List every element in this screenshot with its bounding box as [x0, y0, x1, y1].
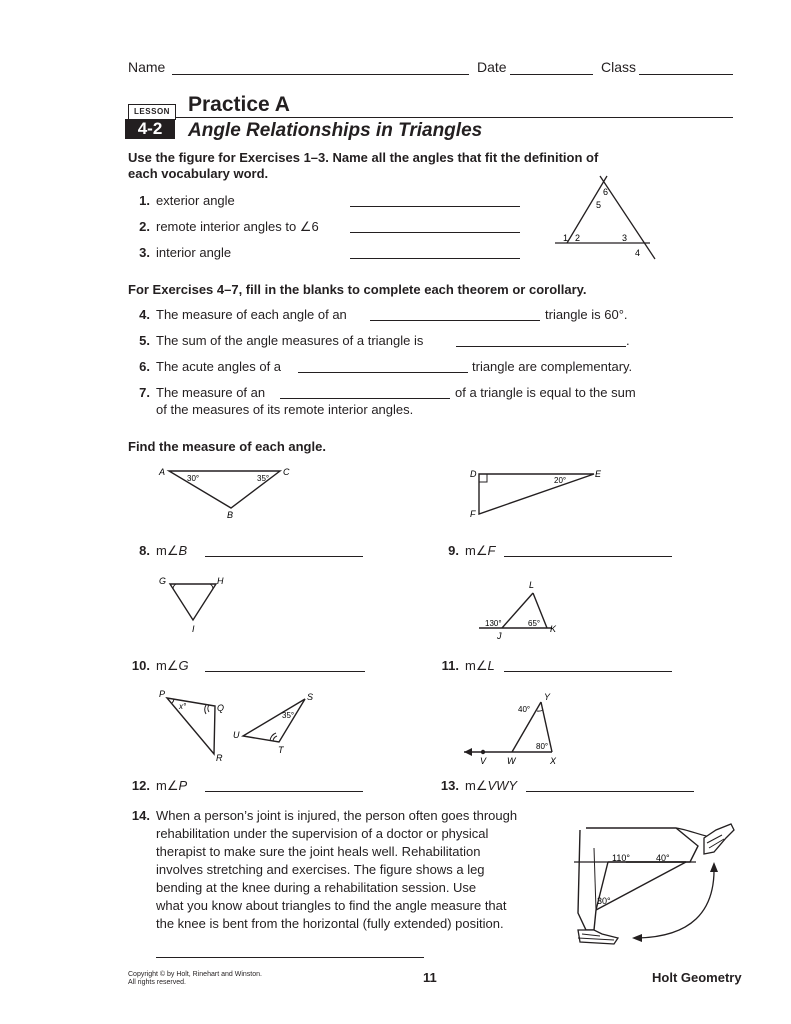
page-number: 11 — [423, 970, 437, 985]
q9-number: 9. — [448, 543, 459, 558]
fig12-angle-35: 35° — [282, 711, 295, 720]
q1-answer[interactable] — [350, 206, 520, 207]
q12-answer[interactable] — [205, 791, 363, 792]
title-rule — [176, 117, 733, 118]
fig12-label-s: S — [307, 692, 314, 702]
date-field[interactable] — [510, 74, 593, 75]
q5-text-before: The sum of the angle measures of a triangle is — [156, 333, 424, 348]
leg-angle-40: 40° — [656, 853, 670, 863]
leg-angle-110: 110° — [612, 853, 630, 863]
q13-answer[interactable] — [526, 791, 694, 792]
q6-text-before: The acute angles of a — [156, 359, 282, 374]
q14-line-3: therapist to make sure the joint heals well. Rehabilitation — [156, 844, 481, 859]
fig13-angle-80: 80° — [536, 742, 549, 751]
fig1-label-2: 2 — [575, 233, 581, 243]
q11-label: m∠L — [465, 658, 495, 673]
fig10-label-g: G — [159, 576, 167, 586]
q12-number: 12. — [131, 778, 150, 793]
book-title: Holt Geometry — [652, 970, 742, 985]
figure-leg-knee — [566, 818, 738, 958]
figure-triangle-ghi — [155, 574, 235, 636]
q6-text-after: triangle are complementary. — [472, 359, 633, 374]
q3-number: 3. — [139, 245, 150, 260]
q4-answer[interactable] — [370, 320, 540, 321]
class-label: Class — [601, 59, 637, 75]
fig11-label-j: J — [497, 631, 502, 641]
section3-instructions: Find the measure of each angle. — [128, 439, 326, 454]
q2-number: 2. — [139, 219, 150, 234]
q9-label: m∠F — [465, 543, 496, 558]
fig13-label-w: W — [507, 756, 516, 766]
q13-number: 13. — [440, 778, 459, 793]
page-subtitle: Angle Relationships in Triangles — [188, 120, 483, 141]
fig13-angle-40: 40° — [518, 705, 531, 714]
fig8-angle-30: 30° — [187, 474, 200, 483]
lesson-number: 4-2 — [125, 119, 175, 139]
fig8-angle-35: 35° — [257, 474, 270, 483]
fig8-label-c: C — [283, 467, 290, 477]
q7-answer[interactable] — [280, 398, 450, 399]
fig8-label-b: B — [227, 510, 234, 520]
fig9-label-d: D — [470, 469, 477, 479]
class-field[interactable] — [639, 74, 733, 75]
section1-instructions-1: Use the figure for Exercises 1–3. Name all the angles that fit the definition of — [128, 150, 599, 165]
fig1-label-6: 6 — [603, 187, 609, 197]
q3-text: interior angle — [156, 245, 232, 260]
q14-line-5: bending at the knee during a rehabilitation session. Use — [156, 880, 477, 895]
q10-label: m∠G — [156, 658, 189, 673]
q7-text-line2: of the measures of its remote interior angles. — [156, 402, 414, 417]
q7-text-after: of a triangle is equal to the sum — [455, 385, 636, 400]
leg-angle-30: 30° — [597, 896, 611, 906]
fig1-label-3: 3 — [622, 233, 628, 243]
q7-text-before: The measure of an — [156, 385, 266, 400]
q1-number: 1. — [139, 193, 150, 208]
q3-answer[interactable] — [350, 258, 520, 259]
q10-number: 10. — [131, 658, 150, 673]
q2-text: remote interior angles to ∠6 — [156, 219, 319, 234]
figure-triangles-pqr-stu — [155, 686, 325, 764]
q4-number: 4. — [139, 307, 150, 322]
name-field[interactable] — [172, 74, 469, 75]
fig12-label-r: R — [216, 753, 223, 763]
q14-number: 14. — [131, 808, 150, 823]
q5-answer[interactable] — [456, 346, 626, 347]
fig12-label-t: T — [278, 745, 284, 755]
fig9-label-e: E — [595, 469, 602, 479]
q8-answer[interactable] — [205, 556, 363, 557]
q5-number: 5. — [139, 333, 150, 348]
fig1-label-4: 4 — [635, 248, 641, 258]
q14-line-6: what you know about triangles to find the angle measure that — [156, 898, 507, 913]
q14-line-7: the knee is bent from the horizontal (fully extended) position. — [156, 916, 504, 931]
section1-instructions-2: each vocabulary word. — [128, 166, 269, 181]
fig12-label-u: U — [233, 730, 240, 740]
fig13-label-v: V — [480, 756, 487, 766]
q12-label: m∠P — [156, 778, 188, 793]
fig13-label-y: Y — [544, 692, 551, 702]
q11-number: 11. — [441, 658, 459, 673]
q6-answer[interactable] — [298, 372, 468, 373]
figure-angles-1-6 — [540, 170, 670, 270]
figure-triangle-jkl — [474, 578, 574, 640]
q14-line-4: involves stretching and exercises. The figure shows a leg — [156, 862, 485, 877]
fig1-label-5: 5 — [596, 200, 602, 210]
q14-line-2: rehabilitation under the supervision of a doctor or physical — [156, 826, 489, 841]
q8-label: m∠B — [156, 543, 188, 558]
fig11-angle-130: 130° — [485, 619, 502, 628]
fig12-angle-x: x° — [179, 702, 187, 711]
fig9-label-f: F — [470, 509, 476, 519]
q4-text-after: triangle is 60°. — [545, 307, 628, 322]
page-title: Practice A — [188, 93, 290, 116]
fig11-label-l: L — [529, 580, 535, 590]
q14-line-1: When a person’s joint is injured, the person often goes through — [156, 808, 518, 823]
q13-label: m∠VWY — [465, 778, 518, 793]
q5-text-after: . — [626, 333, 630, 348]
q11-answer[interactable] — [504, 671, 672, 672]
q2-answer[interactable] — [350, 232, 520, 233]
q14-answer[interactable] — [156, 957, 424, 958]
figure-triangle-abc — [155, 462, 305, 524]
fig11-angle-65: 65° — [528, 619, 541, 628]
copyright-line-2: All rights reserved. — [128, 979, 186, 986]
lesson-label: LESSON — [128, 104, 176, 120]
date-label: Date — [477, 59, 507, 75]
fig10-label-i: I — [192, 624, 195, 634]
section2-instructions: For Exercises 4–7, fill in the blanks to complete each theorem or corollary. — [128, 282, 587, 297]
figure-triangle-vwxy — [462, 688, 572, 768]
fig12-label-q: Q — [217, 703, 225, 713]
figure-triangle-def — [466, 462, 616, 524]
fig8-label-a: A — [159, 467, 166, 477]
q7-number: 7. — [139, 385, 150, 400]
name-label: Name — [128, 59, 166, 75]
q6-number: 6. — [139, 359, 150, 374]
q8-number: 8. — [139, 543, 150, 558]
q4-text-before: The measure of each angle of an — [156, 307, 347, 322]
copyright-line-1: Copyright © by Holt, Rinehart and Winston. — [128, 971, 262, 978]
fig12-label-p: P — [159, 689, 166, 699]
fig13-label-x: X — [550, 756, 557, 766]
fig1-label-1: 1 — [563, 233, 569, 243]
q10-answer[interactable] — [205, 671, 365, 672]
q9-answer[interactable] — [504, 556, 672, 557]
fig9-angle-20: 20° — [554, 476, 567, 485]
q1-text: exterior angle — [156, 193, 235, 208]
fig11-label-k: K — [550, 624, 557, 634]
fig10-label-h: H — [217, 576, 224, 586]
